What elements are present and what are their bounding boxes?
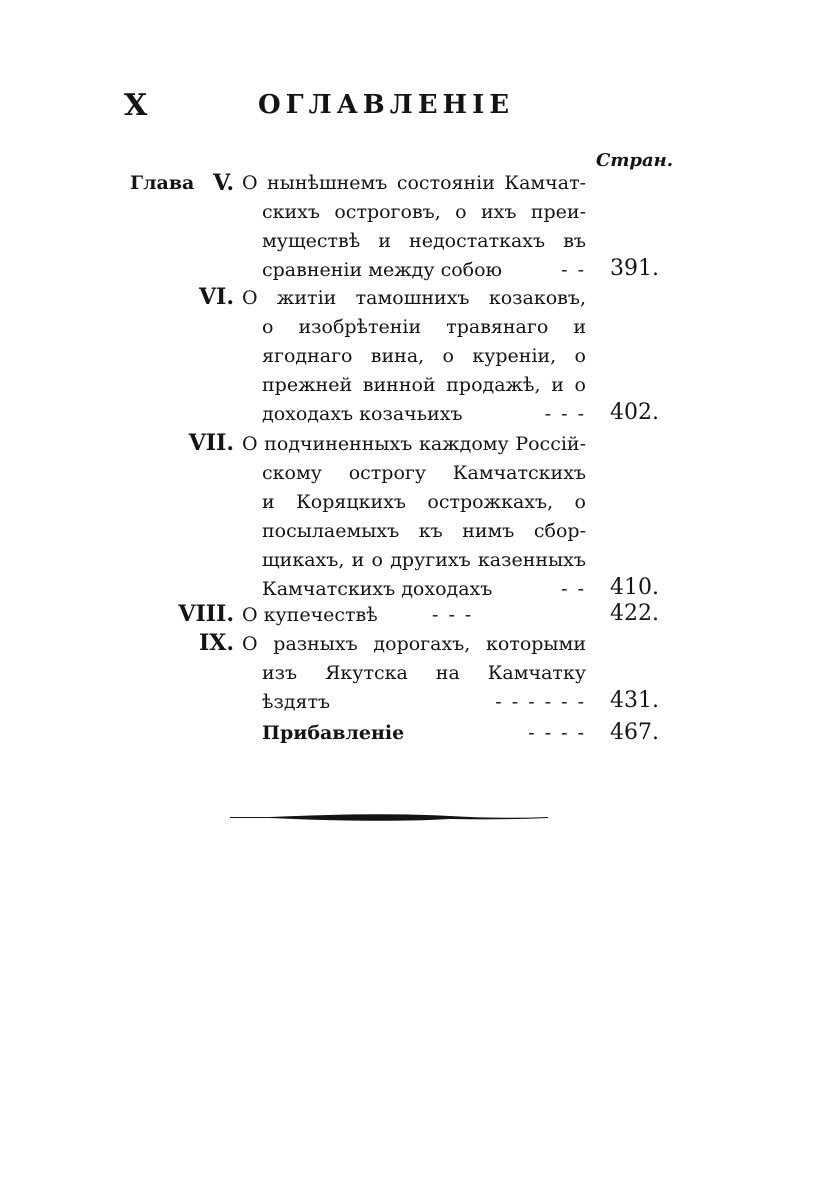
chapter-number: V. [213, 170, 234, 196]
chapter-text-line: изъ Якутска на Камчатку [262, 662, 586, 684]
chapter-text-line: прежней винной продажѣ, и о [262, 374, 586, 396]
chapter-text-line [262, 722, 586, 744]
chapter-text: Камчатскихъ доходахъ [262, 578, 493, 600]
chapter-text-line [262, 259, 586, 281]
decorative-rule [230, 808, 548, 826]
chapter-number: IX. [198, 630, 234, 656]
chapter-label: Глава [130, 172, 195, 194]
chapter-text-line: скому острогу Камчатскихъ [262, 462, 586, 484]
chapter-text-line [242, 604, 586, 626]
dot-leader: - - - - [528, 722, 586, 744]
dot-leader: - - - [544, 403, 586, 425]
dot-leader: - - [561, 578, 586, 600]
page-number-roman: X [124, 88, 149, 123]
chapter-text-line: ягоднаго вина, о куреніи, о [262, 345, 586, 367]
chapter-text: ѣздятъ [262, 691, 331, 713]
chapter-text-line: посылаемыхъ къ нимъ сбор- [262, 520, 586, 542]
page-reference: 431. [610, 688, 659, 713]
chapter-text: доходахъ козачьихъ [262, 403, 463, 425]
chapter-text: О купечествѣ [242, 604, 378, 626]
chapter-text-line: скихъ остроговъ, о ихъ преи- [262, 201, 586, 223]
dot-leader: - - - [432, 604, 474, 626]
chapter-text-line: о изобрѣтеніи травянаго и [262, 316, 586, 338]
chapter-text-line: О разныхъ дорогахъ, которыми [242, 633, 586, 655]
chapter-text-line: щикахъ, и о другихъ казенныхъ [262, 549, 586, 571]
column-heading-pages: Стран. [596, 150, 674, 171]
chapter-text-line [262, 578, 586, 600]
chapter-number: VIII. [178, 601, 234, 627]
chapter-text-line [262, 691, 586, 713]
page-reference: 410. [610, 575, 659, 600]
dot-leader: - - - - - - [495, 691, 586, 713]
chapter-text-line: муществѣ и недостаткахъ въ [262, 230, 586, 252]
page-title: ОГЛАВЛЕНІЕ [258, 90, 515, 120]
chapter-text-line: и Коряцкихъ острожкахъ, о [262, 491, 586, 513]
page-reference: 467. [610, 720, 659, 745]
chapter-text: сравненіи между собою [262, 259, 503, 281]
appendix-label: Прибавленіе [262, 722, 405, 744]
page-reference: 391. [610, 256, 659, 281]
chapter-number: VII. [188, 430, 234, 456]
chapter-text-line: О житіи тамошнихъ козаковъ, [242, 287, 586, 309]
page-reference: 422. [610, 601, 659, 626]
chapter-number: VI. [198, 284, 234, 310]
chapter-text-line: О нынѣшнемъ состояніи Камчат- [242, 172, 586, 194]
dot-leader: - - [561, 259, 586, 281]
chapter-text-line [262, 403, 586, 425]
page-reference: 402. [610, 400, 659, 425]
chapter-text-line: О подчиненныхъ каждому Россій- [242, 433, 586, 455]
